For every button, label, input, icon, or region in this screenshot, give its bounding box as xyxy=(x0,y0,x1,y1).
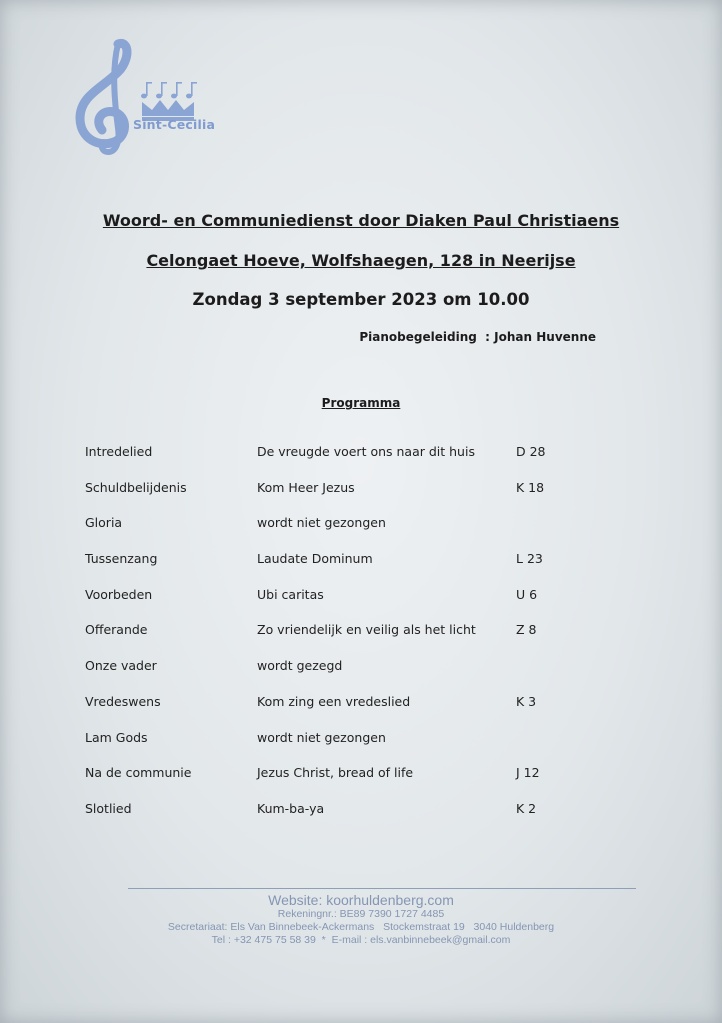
program-row xyxy=(85,587,645,623)
treble-clef-crown-icon xyxy=(72,38,222,156)
program-row xyxy=(85,694,645,730)
program-song: wordt niet gezongen xyxy=(257,729,386,745)
accompaniment: Pianobegeleiding : Johan Huvenne xyxy=(359,330,596,344)
program-song: Kom Heer Jezus xyxy=(257,479,355,495)
program-row xyxy=(85,658,645,694)
program-row xyxy=(85,730,645,766)
program-code: K 18 xyxy=(516,479,545,495)
program-row xyxy=(85,515,645,551)
program-song: wordt niet gezongen xyxy=(257,515,386,531)
program-part: Vredeswens xyxy=(85,693,161,709)
program-code: Z 8 xyxy=(516,622,537,638)
program-part: Lam Gods xyxy=(85,729,148,745)
program-part: Na de communie xyxy=(85,765,192,781)
program-part: Voorbeden xyxy=(85,586,153,602)
program-code: D 28 xyxy=(516,444,546,459)
program-part: Intredelied xyxy=(85,444,153,459)
program-part: Slotlied xyxy=(85,800,132,816)
program-part: Schuldbelijdenis xyxy=(85,479,187,495)
service-location: Celongaet Hoeve, Wolfshaegen, 128 in Neerijse xyxy=(146,251,576,270)
program-song: Laudate Dominum xyxy=(257,551,373,567)
program-code: K 3 xyxy=(516,693,537,709)
footer-divider xyxy=(128,888,636,889)
program-row xyxy=(85,622,645,658)
footer-website[interactable]: Website: koorhuldenberg.com xyxy=(268,892,454,908)
program-row xyxy=(85,480,645,516)
service-title: Woord- en Communiedienst door Diaken Paul Christiaens xyxy=(102,211,620,230)
service-date: Zondag 3 september 2023 om 10.00 xyxy=(192,290,530,309)
program-part: Tussenzang xyxy=(85,551,158,567)
program-row xyxy=(85,765,645,801)
footer-secretariat: Secretariaat: Els Van Binnebeek-Ackermans Stockemstraat 19 3040 Huldenberg xyxy=(167,921,555,933)
program-row xyxy=(85,551,645,587)
program-row xyxy=(85,444,645,480)
logo-text: Sint-Cecilia xyxy=(133,117,216,132)
program-song: De vreugde voert ons naar dit huis xyxy=(257,444,475,459)
program-song: Kum-ba-ya xyxy=(257,800,325,816)
program-part: Gloria xyxy=(85,515,123,531)
footer-contact: Tel : +32 475 75 58 39 * E-mail : els.vanbinnebeek@gmail.com xyxy=(211,934,511,946)
program-code: K 2 xyxy=(516,800,537,816)
program-song: Kom zing een vredeslied xyxy=(257,693,411,709)
program-part: Onze vader xyxy=(85,658,157,674)
program-song: Zo vriendelijk en veilig als het licht xyxy=(257,622,476,638)
program-code: L 23 xyxy=(516,551,543,567)
program-list xyxy=(85,444,645,837)
program-title: Programma xyxy=(321,396,401,410)
program-song: wordt gezegd xyxy=(257,658,343,674)
footer-account: Rekeningnr.: BE89 7390 1727 4485 xyxy=(277,908,445,920)
program-code: U 6 xyxy=(516,586,538,602)
program-code: J 12 xyxy=(516,765,540,781)
program-song: Jezus Christ, bread of life xyxy=(257,765,414,781)
program-song: Ubi caritas xyxy=(257,586,324,602)
program-row xyxy=(85,801,645,837)
program-part: Offerande xyxy=(85,622,148,638)
